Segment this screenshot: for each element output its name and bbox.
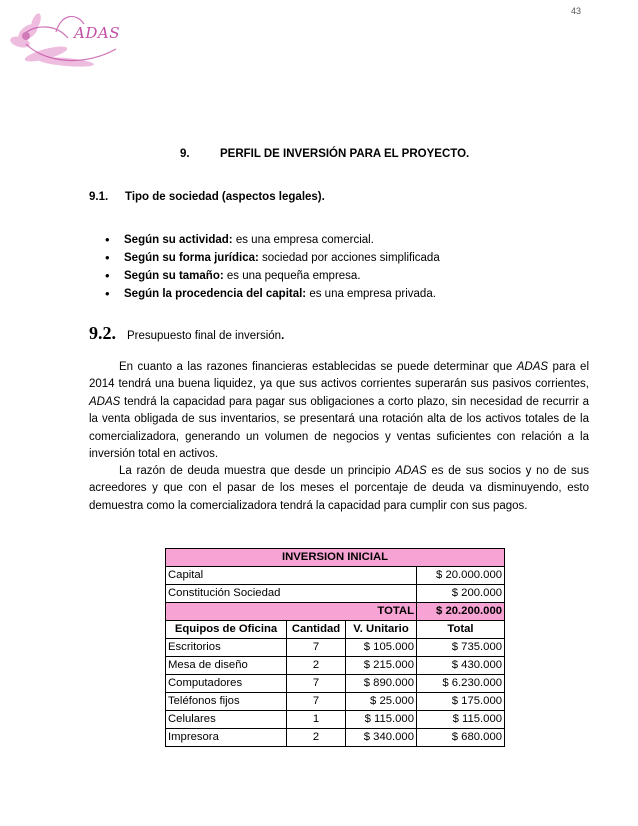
bullet-label: Según su actividad: xyxy=(124,234,233,246)
section-number: 9. xyxy=(180,148,190,160)
total-cell: $ 175.000 xyxy=(417,693,505,711)
subsection-2-period: . xyxy=(281,330,285,342)
paragraph-text: es de sus socios y no de sus acreedores y que con el pasar de los meses el porcentaje de deuda va disminuyendo, esto demuestra como la comercializadora tendrá la capacidad para cumplir con sus pagos. xyxy=(89,465,590,512)
total-cell: $ 115.000 xyxy=(417,711,505,729)
qty-cell: 7 xyxy=(287,693,346,711)
bullet-item xyxy=(105,249,440,267)
subsection-1-number: 9.1. xyxy=(89,191,109,203)
table-row xyxy=(166,567,505,585)
table-row xyxy=(166,639,505,657)
paragraph-text: tendrá la capacidad para pagar sus obligaciones a corto plazo, sin necesidad de recurrir a la venta obligada de sus inventarios, se presentará una rotación alta de los activos totales de la comercializadora, generando un volumen de negocios y ventas suficientes con relación a la inversión total en activos. xyxy=(89,395,589,461)
item-cell: Impresora xyxy=(166,729,287,747)
total-cell: $ 430.000 xyxy=(417,657,505,675)
table-title: INVERSION INICIAL xyxy=(166,549,505,567)
paragraph-text: para el 2014 tendrá una buena liquidez, ya que sus activos corrientes superarán sus pasivos corrientes, xyxy=(89,361,589,391)
subsection-2-heading xyxy=(89,323,284,344)
item-cell: Mesa de diseño xyxy=(166,657,287,675)
unit-cell: $ 890.000 xyxy=(346,675,417,693)
investment-table xyxy=(165,548,505,747)
column-header: Cantidad xyxy=(287,621,346,639)
flower-logo-icon xyxy=(6,4,136,82)
bullet-item xyxy=(105,267,440,285)
bullet-label: Según la procedencia del capital: xyxy=(124,288,307,300)
total-cell: $ 735.000 xyxy=(417,639,505,657)
bullet-label: Según su forma jurídica: xyxy=(124,252,259,264)
bullet-item xyxy=(105,285,440,303)
item-cell: Computadores xyxy=(166,675,287,693)
paragraph-liquidity xyxy=(89,359,589,463)
table-row xyxy=(166,675,505,693)
company-name: ADAS xyxy=(395,465,427,477)
paragraph-text: En cuanto a las razones financieras establecidas se puede determinar que xyxy=(119,361,517,373)
item-cell: Escritorios xyxy=(166,639,287,657)
unit-cell: $ 105.000 xyxy=(346,639,417,657)
column-header: Equipos de Oficina xyxy=(166,621,287,639)
section-title: PERFIL DE INVERSIÓN PARA EL PROYECTO. xyxy=(220,148,470,160)
unit-cell: $ 340.000 xyxy=(346,729,417,747)
company-name: ADAS xyxy=(516,361,549,373)
bullet-text: es una empresa privada. xyxy=(306,288,436,300)
table-row xyxy=(166,693,505,711)
bullet-text: es una empresa comercial. xyxy=(232,234,374,246)
subsection-1-title: Tipo de sociedad (aspectos legales). xyxy=(125,191,325,203)
paragraph-debt xyxy=(89,463,589,515)
row-label: Capital xyxy=(166,567,417,585)
unit-cell: $ 115.000 xyxy=(346,711,417,729)
qty-cell: 7 xyxy=(287,639,346,657)
table-row xyxy=(166,657,505,675)
total-cell: $ 6.230.000 xyxy=(417,675,505,693)
table-title-row xyxy=(166,549,505,567)
unit-cell: $ 215.000 xyxy=(346,657,417,675)
total-cell: $ 680.000 xyxy=(417,729,505,747)
column-header: Total xyxy=(417,621,505,639)
item-cell: Celulares xyxy=(166,711,287,729)
table-total-row xyxy=(166,603,505,621)
subsection-2-number: 9.2. xyxy=(89,323,116,343)
row-amount: $ 20.000.000 xyxy=(417,567,505,585)
unit-cell: $ 25.000 xyxy=(346,693,417,711)
qty-cell: 2 xyxy=(287,729,346,747)
company-name: ADAS xyxy=(89,395,121,408)
page-number: 43 xyxy=(570,6,581,16)
subsection-2-title: Presupuesto final de inversión xyxy=(127,330,282,342)
total-label: TOTAL xyxy=(166,603,417,621)
logo-text: ADAS xyxy=(74,24,120,42)
qty-cell: 2 xyxy=(287,657,346,675)
table-row xyxy=(166,729,505,747)
row-amount: $ 200.000 xyxy=(417,585,505,603)
table-row xyxy=(166,585,505,603)
bullet-text: sociedad por acciones simplificada xyxy=(258,252,440,264)
bullet-list xyxy=(105,231,440,303)
row-label: Constitución Sociedad xyxy=(166,585,417,603)
bullet-text: es una pequeña empresa. xyxy=(223,270,361,282)
bullet-item xyxy=(105,231,440,249)
paragraph-text: La razón de deuda muestra que desde un principio xyxy=(119,465,396,477)
qty-cell: 7 xyxy=(287,675,346,693)
column-header: V. Unitario xyxy=(346,621,417,639)
company-logo xyxy=(6,4,136,82)
total-amount: $ 20.200.000 xyxy=(417,603,505,621)
table-header-row xyxy=(166,621,505,639)
table-row xyxy=(166,711,505,729)
subsection-1-heading xyxy=(89,191,325,203)
qty-cell: 1 xyxy=(287,711,346,729)
bullet-label: Según su tamaño: xyxy=(124,270,224,282)
section-heading xyxy=(180,148,469,160)
item-cell: Teléfonos fijos xyxy=(166,693,287,711)
